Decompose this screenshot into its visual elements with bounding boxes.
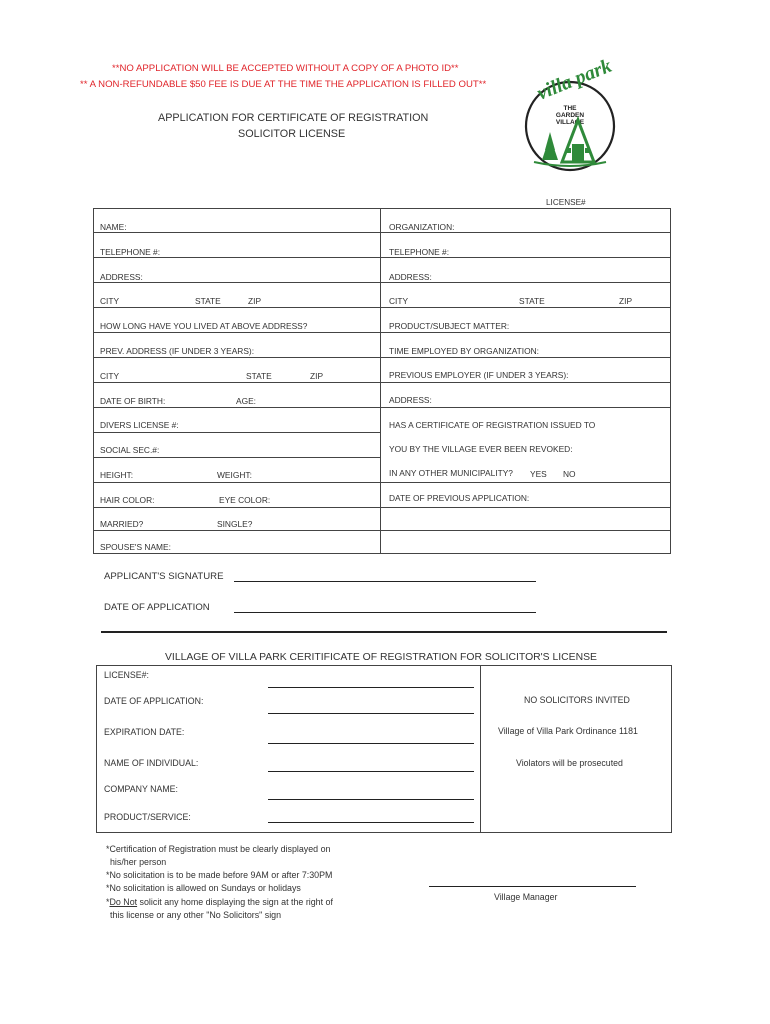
fee-notice: ** A NON-REFUNDABLE $50 FEE IS DUE AT THE TIME THE APPLICATION IS FILLED OUT**	[80, 79, 487, 90]
cert-expiration-label: EXPIRATION DATE:	[104, 727, 185, 737]
zip-label: ZIP	[310, 371, 324, 381]
time-employed-label: TIME EMPLOYED BY ORGANIZATION:	[389, 346, 539, 356]
address-label: ADDRESS:	[389, 395, 432, 405]
name-field[interactable]	[93, 208, 381, 233]
how-long-field[interactable]	[93, 308, 381, 333]
village-manager-label: Village Manager	[494, 892, 558, 902]
logo-wordmark: villa park	[533, 58, 615, 105]
section-divider	[101, 631, 667, 633]
applicant-signature-line[interactable]	[234, 581, 536, 582]
city-state-zip-field[interactable]	[93, 283, 381, 308]
address-label: ADDRESS:	[389, 272, 432, 282]
eye-color-label: EYE COLOR:	[219, 495, 271, 505]
organization-label: ORGANIZATION:	[389, 222, 455, 232]
zip-label: ZIP	[248, 296, 262, 306]
dob-label: DATE OF BIRTH:	[100, 396, 166, 406]
time-employed-field[interactable]	[381, 333, 671, 358]
single-label: SINGLE?	[217, 519, 253, 529]
note-no-solicit: *Do Not solicit any home displaying the sign at the right of	[106, 897, 333, 907]
age-label: AGE:	[236, 396, 257, 406]
social-security-field[interactable]	[93, 433, 381, 458]
violators-text: Violators will be prosecuted	[516, 758, 623, 768]
cert-license-label: LICENSE#:	[104, 670, 149, 680]
cert-name-label: NAME OF INDIVIDUAL:	[104, 758, 199, 768]
dob-age-field[interactable]	[93, 383, 381, 408]
address-label: ADDRESS:	[100, 272, 143, 282]
svg-text:THE: THE	[563, 105, 577, 112]
telephone-field[interactable]	[93, 233, 381, 258]
village-manager-signature-line[interactable]	[429, 886, 636, 887]
address-field[interactable]	[93, 258, 381, 283]
marital-field[interactable]	[93, 508, 381, 531]
cert-product-label: PRODUCT/SERVICE:	[104, 812, 191, 822]
drivers-license-field[interactable]	[93, 408, 381, 433]
city-label: CITY	[100, 296, 120, 306]
prev-address-label: PREV. ADDRESS (IF UNDER 3 YEARS):	[100, 346, 255, 356]
social-security-label: SOCIAL SEC.#:	[100, 445, 160, 455]
name-label: NAME:	[100, 222, 127, 232]
applicant-signature-label: APPLICANT'S SIGNATURE	[104, 571, 224, 582]
certificate-divider	[480, 665, 481, 833]
certificate-box	[96, 665, 672, 833]
how-long-label: HOW LONG HAVE YOU LIVED AT ABOVE ADDRESS?	[100, 321, 308, 331]
spouse-name-field[interactable]	[93, 531, 381, 554]
revoked-question-line2: YOU BY THE VILLAGE EVER BEEN REVOKED:	[389, 444, 573, 454]
org-city-state-zip-field[interactable]	[381, 283, 671, 308]
svg-text:VILLAGE: VILLAGE	[555, 119, 585, 126]
city-label: CITY	[100, 371, 120, 381]
ordinance-text: Village of Villa Park Ordinance 1181	[498, 726, 638, 736]
org-address-field[interactable]	[381, 258, 671, 283]
blank-field[interactable]	[381, 508, 671, 531]
revoked-question-line1: HAS A CERTIFICATE OF REGISTRATION ISSUED TO	[389, 420, 596, 430]
prev-application-date-label: DATE OF PREVIOUS APPLICATION:	[389, 493, 530, 503]
cert-company-label: COMPANY NAME:	[104, 784, 178, 794]
date-of-application-label: DATE OF APPLICATION	[104, 602, 210, 613]
page-subtitle: SOLICITOR LICENSE	[238, 128, 346, 140]
prev-application-date-field[interactable]	[381, 483, 671, 508]
org-telephone-field[interactable]	[381, 233, 671, 258]
svg-text:GARDEN: GARDEN	[555, 112, 585, 119]
note-display-cont: his/her person	[110, 857, 167, 867]
weight-label: WEIGHT:	[217, 470, 252, 480]
prev-employer-address-field[interactable]	[381, 383, 671, 408]
prev-city-state-zip-field[interactable]	[93, 358, 381, 383]
zip-label: ZIP	[619, 296, 633, 306]
cert-date-line[interactable]	[268, 713, 474, 714]
note-hours: *No solicitation is to be made before 9AM or after 7:30PM	[106, 870, 333, 880]
cert-product-line[interactable]	[268, 822, 474, 823]
revoked-question-field	[381, 408, 671, 483]
cert-license-line[interactable]	[268, 687, 474, 688]
state-label: STATE	[195, 296, 221, 306]
state-label: STATE	[246, 371, 272, 381]
state-label: STATE	[519, 296, 545, 306]
cert-name-line[interactable]	[268, 771, 474, 772]
telephone-label: TELEPHONE #:	[389, 247, 450, 257]
cert-company-line[interactable]	[268, 799, 474, 800]
certificate-title: VILLAGE OF VILLA PARK CERITIFICATE OF REGISTRATION FOR SOLICITOR'S LICENSE	[165, 652, 597, 663]
date-of-application-line[interactable]	[234, 612, 536, 613]
license-number-label: LICENSE#	[546, 198, 586, 207]
no-option[interactable]: NO	[563, 469, 576, 479]
married-label: MARRIED?	[100, 519, 144, 529]
note-no-solicit-cont: this license or any other "No Solicitors" sign	[110, 910, 282, 920]
blank-field[interactable]	[381, 531, 671, 554]
yes-option[interactable]: YES	[530, 469, 547, 479]
drivers-license-label: DIVERS LICENSE #:	[100, 420, 179, 430]
city-label: CITY	[389, 296, 409, 306]
prev-employer-label: PREVIOUS EMPLOYER (IF UNDER 3 YEARS):	[389, 370, 569, 380]
note-sundays: *No solicitation is allowed on Sundays or holidays	[106, 883, 301, 893]
prev-address-field[interactable]	[93, 333, 381, 358]
spouse-name-label: SPOUSE'S NAME:	[100, 542, 171, 552]
height-weight-field[interactable]	[93, 458, 381, 483]
cert-date-label: DATE OF APPLICATION:	[104, 696, 204, 706]
photo-id-notice: **NO APPLICATION WILL BE ACCEPTED WITHOUT A COPY OF A PHOTO ID**	[112, 63, 459, 74]
note-display: *Certification of Registration must be clearly displayed on	[106, 844, 331, 854]
no-solicitors-text: NO SOLICITORS INVITED	[524, 695, 630, 705]
hair-eye-field[interactable]	[93, 483, 381, 508]
hair-color-label: HAIR COLOR:	[100, 495, 155, 505]
revoked-question-line3: IN ANY OTHER MUNICIPALITY?	[389, 468, 513, 478]
page-title: APPLICATION FOR CERTIFICATE OF REGISTRATION	[158, 112, 429, 124]
product-label: PRODUCT/SUBJECT MATTER:	[389, 321, 510, 331]
prev-employer-field[interactable]	[381, 358, 671, 383]
product-field[interactable]	[381, 308, 671, 333]
cert-expiration-line[interactable]	[268, 743, 474, 744]
height-label: HEIGHT:	[100, 470, 134, 480]
telephone-label: TELEPHONE #:	[100, 247, 161, 257]
organization-field[interactable]	[381, 208, 671, 233]
villa-park-logo	[520, 58, 620, 178]
